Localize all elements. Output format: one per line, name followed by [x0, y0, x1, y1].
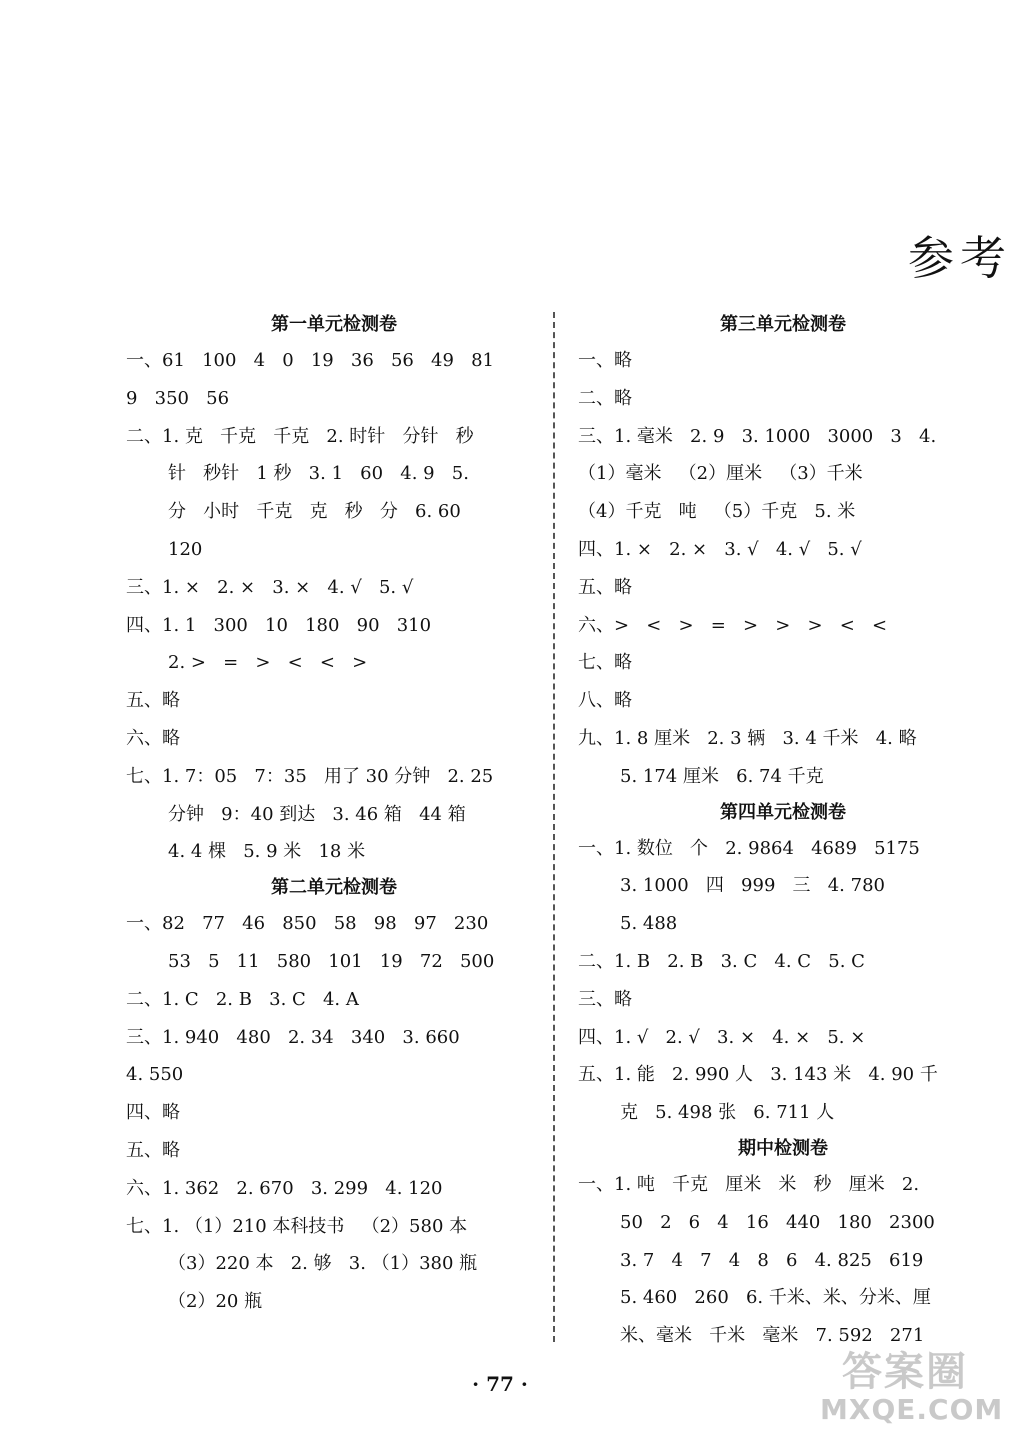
- answer-line: 五、略: [578, 576, 632, 598]
- answer-line: 九、1. 8 厘米 2. 3 辆 3. 4 千米 4. 略: [578, 727, 917, 749]
- answer-line: 七、略: [578, 652, 632, 674]
- answer-line: 分 小时 千克 克 秒 分 6. 60: [168, 501, 461, 523]
- answer-line: （4）千克 吨 （5）千克 5. 米: [578, 501, 856, 523]
- answer-line: 二、1. 克 千克 千克 2. 时针 分针 秒: [126, 425, 474, 447]
- answer-line: 六、略: [126, 727, 180, 749]
- answer-line: （2）20 瓶: [168, 1291, 263, 1313]
- watermark-logo: [820, 1349, 1004, 1426]
- answer-line: 七、1. 7：05 7：35 用了 30 分钟 2. 25: [126, 765, 494, 787]
- watermark-url: MXQE.COM: [820, 1393, 1004, 1426]
- answer-line: 一、82 77 46 850 58 98 97 230: [126, 913, 489, 935]
- watermark-text: 答案圈: [842, 1349, 968, 1395]
- answer-line: 一、略: [578, 350, 632, 371]
- answer-line: 4. 4 棵 5. 9 米 18 米: [168, 841, 366, 863]
- answer-line: 针 秒针 1 秒 3. 1 60 4. 9 5.: [168, 463, 469, 485]
- answer-line: 3. 1000 四 999 三 4. 780: [620, 875, 885, 897]
- answer-line: 四、1. √ 2. √ 3. × 4. × 5. ×: [578, 1026, 866, 1048]
- answer-line: 五、略: [126, 1139, 180, 1161]
- answer-line: 4. 550: [126, 1064, 184, 1086]
- answer-line: 四、略: [126, 1102, 180, 1124]
- answer-line: 米、毫米 千米 毫米 7. 592 271: [620, 1325, 925, 1347]
- right-column: [578, 308, 988, 1355]
- column-divider: [553, 312, 555, 1342]
- section-title: 第四单元检测卷: [720, 801, 846, 823]
- page-number: · 77 ·: [472, 1372, 528, 1396]
- answer-line: 二、1. B 2. B 3. C 4. C 5. C: [578, 950, 865, 972]
- section-title: 第三单元检测卷: [720, 314, 846, 335]
- section-title: 期中检测卷: [738, 1137, 828, 1159]
- answer-line: 5. 174 厘米 6. 74 千克: [620, 765, 824, 787]
- answer-line: 一、1. 吨 千克 厘米 米 秒 厘米 2.: [578, 1173, 920, 1195]
- answer-line: 五、略: [126, 690, 180, 712]
- answer-line: 120: [168, 538, 203, 560]
- answer-line: 八、略: [578, 690, 632, 712]
- answer-line: （3）220 本 2. 够 3. （1）380 瓶: [168, 1253, 478, 1275]
- answer-line: 三、1. 940 480 2. 34 340 3. 660: [126, 1026, 460, 1048]
- answer-line: 六、1. 362 2. 670 3. 299 4. 120: [126, 1177, 443, 1199]
- answer-line: 一、1. 数位 个 2. 9864 4689 5175: [578, 837, 920, 859]
- answer-line: 四、1. × 2. × 3. √ 4. √ 5. √: [578, 538, 862, 560]
- left-column: [126, 308, 542, 1321]
- answer-line: 二、略: [578, 387, 632, 409]
- answer-line: 3. 7 4 7 4 8 6 4. 825 619: [620, 1249, 924, 1271]
- answer-line: 分钟 9：40 到达 3. 46 箱 44 箱: [168, 803, 466, 825]
- answer-line: 五、1. 能 2. 990 人 3. 143 米 4. 90 千: [578, 1064, 938, 1086]
- section-title: 第一单元检测卷: [271, 314, 397, 335]
- answer-line: 七、1. （1）210 本科技书 （2）580 本: [126, 1215, 468, 1237]
- answer-line: 50 2 6 4 16 440 180 2300: [620, 1211, 935, 1233]
- answer-line: 六、> < > = > > > < <: [578, 614, 888, 636]
- answer-line: 9 350 56: [126, 387, 230, 409]
- answer-line: 克 5. 498 张 6. 711 人: [620, 1102, 835, 1124]
- section-title: 第二单元检测卷: [271, 877, 397, 899]
- answer-line: 5. 488: [620, 913, 678, 935]
- answer-line: 二、1. C 2. B 3. C 4. A: [126, 988, 359, 1010]
- answer-line: 三、1. 毫米 2. 9 3. 1000 3000 3 4.: [578, 425, 937, 447]
- answer-line: 三、1. × 2. × 3. × 4. √ 5. √: [126, 576, 414, 598]
- answer-line: （1）毫米 （2）厘米 （3）千米: [578, 463, 863, 485]
- page-title: 参考: [908, 231, 1012, 285]
- answer-line: 5. 460 260 6. 千米、米、分米、厘: [620, 1287, 931, 1309]
- answer-line: 一、61 100 4 0 19 36 56 49 81: [126, 350, 495, 371]
- answer-line: 三、略: [578, 988, 632, 1010]
- answer-line: 2. > = > < < >: [168, 652, 368, 674]
- answer-line: 53 5 11 580 101 19 72 500: [168, 950, 495, 972]
- answer-line: 四、1. 1 300 10 180 90 310: [126, 614, 432, 636]
